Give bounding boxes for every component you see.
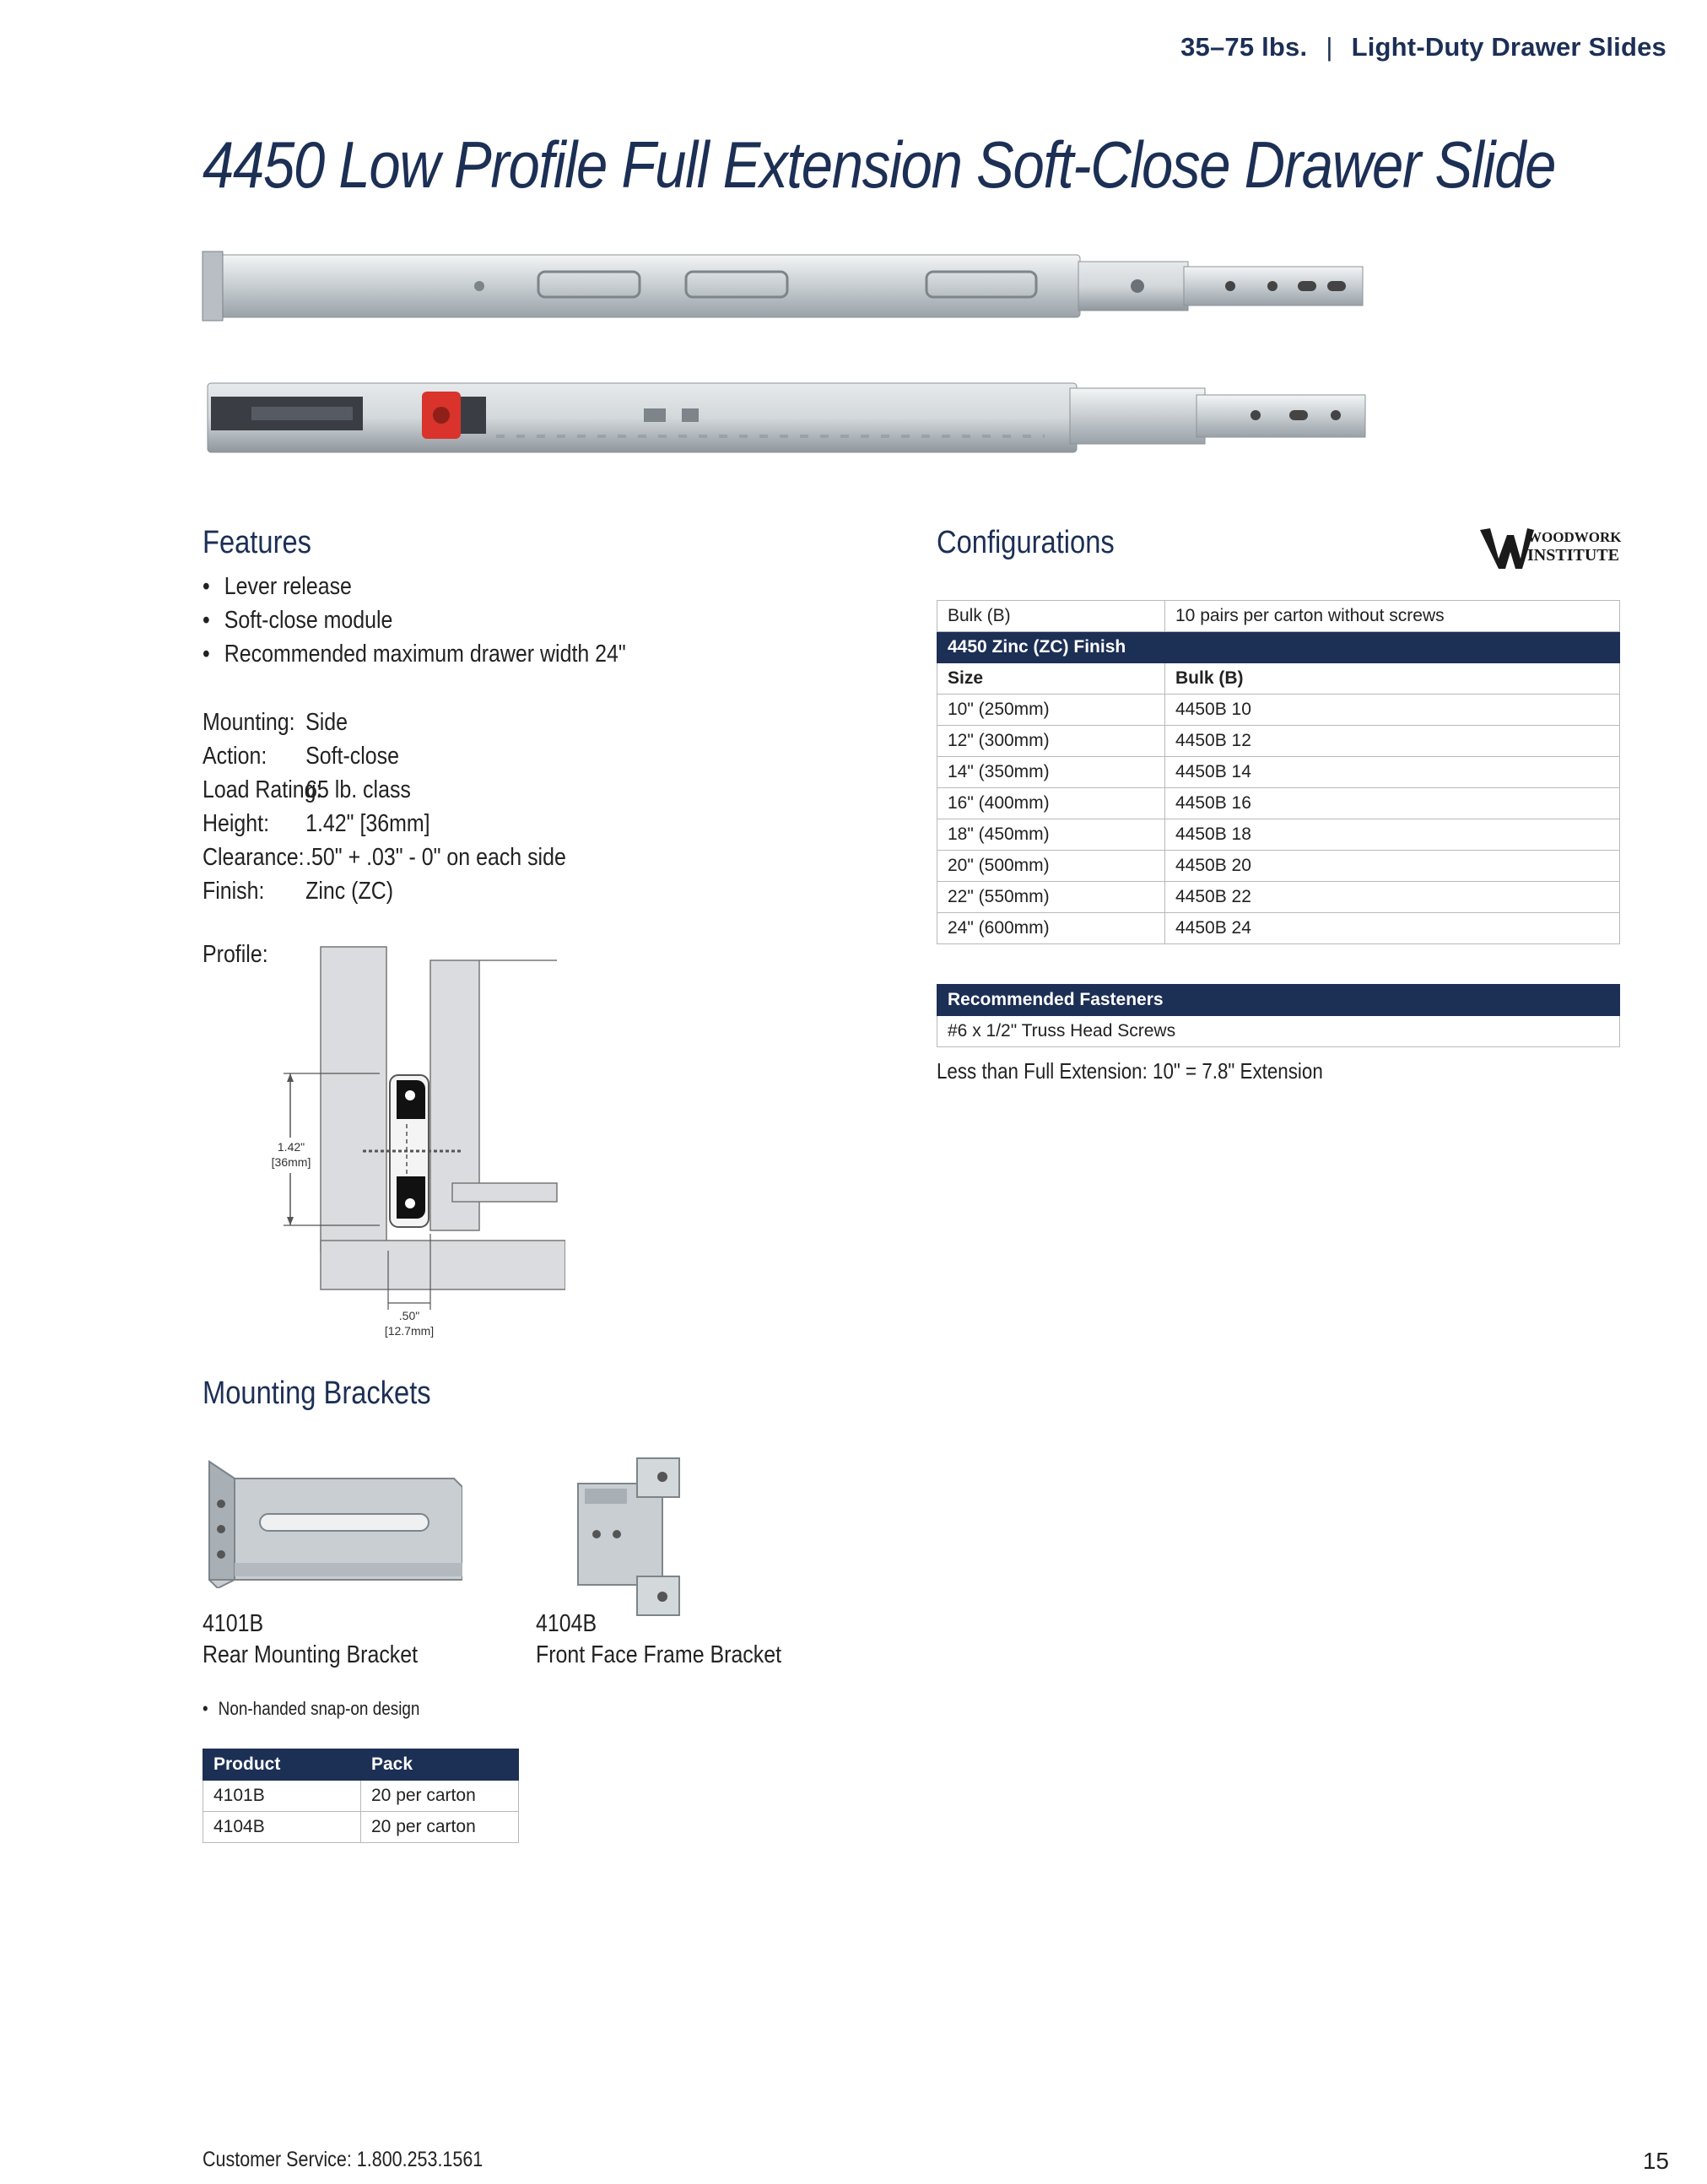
fasteners-table bbox=[937, 984, 1620, 1047]
table-row bbox=[203, 1781, 519, 1812]
spec-row bbox=[203, 705, 566, 739]
bracket-name: Front Face Frame Bracket bbox=[536, 1641, 782, 1668]
spec-label: Action: bbox=[203, 743, 267, 770]
page-number: 15 bbox=[1642, 2148, 1669, 2174]
height-dim-mm: [36mm] bbox=[271, 1155, 311, 1169]
bracket-code: 4101B bbox=[203, 1610, 264, 1637]
fasteners-header: Recommended Fasteners bbox=[937, 985, 1620, 1016]
clearance-dim-mm: [12.7mm] bbox=[384, 1324, 435, 1338]
part-cell: 4450B 12 bbox=[1165, 726, 1620, 757]
packaging-row bbox=[937, 601, 1620, 632]
size-cell: 24" (600mm) bbox=[937, 913, 1165, 944]
packaging-label: Bulk (B) bbox=[937, 601, 1165, 632]
pack-cell: 20 per carton bbox=[361, 1781, 519, 1812]
pack-cell: 20 per carton bbox=[361, 1812, 519, 1843]
spec-row bbox=[203, 874, 566, 908]
logo-line1: WOODWORK bbox=[1527, 529, 1622, 545]
spec-value: Soft-close bbox=[305, 743, 400, 770]
spec-label: Clearance: bbox=[203, 844, 305, 871]
part-cell: 4450B 18 bbox=[1165, 819, 1620, 851]
feature-item: • Lever release bbox=[203, 570, 626, 603]
mounting-brackets-heading: Mounting Brackets bbox=[203, 1376, 431, 1411]
part-cell: 4450B 20 bbox=[1165, 851, 1620, 882]
bracket-caption bbox=[536, 1608, 781, 1671]
page-header bbox=[1180, 32, 1666, 62]
spec-value: Side bbox=[305, 709, 348, 736]
col-header-size: Size bbox=[937, 663, 1165, 695]
table-row bbox=[937, 757, 1620, 788]
woodwork-institute-logo bbox=[1478, 522, 1623, 570]
part-cell: 4450B 16 bbox=[1165, 788, 1620, 819]
spec-row bbox=[203, 807, 566, 841]
finish-header-row bbox=[937, 632, 1620, 663]
features-list bbox=[203, 570, 626, 671]
size-cell: 14" (350mm) bbox=[937, 757, 1165, 788]
fasteners-header-row bbox=[937, 985, 1620, 1016]
less-than-full-extension-note: Less than Full Extension: 10" = 7.8" Extension bbox=[937, 1058, 1323, 1084]
part-cell: 4450B 10 bbox=[1165, 695, 1620, 726]
size-cell: 12" (300mm) bbox=[937, 726, 1165, 757]
bracket-note: • Non-handed snap-on design bbox=[203, 1698, 419, 1720]
table-row bbox=[937, 726, 1620, 757]
size-cell: 16" (400mm) bbox=[937, 788, 1165, 819]
size-cell: 10" (250mm) bbox=[937, 695, 1165, 726]
bracket-name: Rear Mounting Bracket bbox=[203, 1641, 419, 1668]
brackets-header-row bbox=[203, 1749, 519, 1781]
part-cell: 4450B 24 bbox=[1165, 913, 1620, 944]
spec-label: Finish: bbox=[203, 878, 265, 905]
spec-row bbox=[203, 773, 566, 807]
spec-row bbox=[203, 739, 566, 773]
category: Light-Duty Drawer Slides bbox=[1351, 32, 1666, 62]
clearance-dim-text: .50" bbox=[398, 1309, 420, 1322]
profile-label: Profile: bbox=[203, 941, 268, 968]
fasteners-value: #6 x 1/2" Truss Head Screws bbox=[937, 1016, 1620, 1047]
size-cell: 22" (550mm) bbox=[937, 882, 1165, 913]
fasteners-row bbox=[937, 1016, 1620, 1047]
customer-service: Customer Service: 1.800.253.1561 bbox=[203, 2148, 483, 2171]
rear-bracket-image bbox=[201, 1453, 462, 1588]
spec-value: .50" + .03" - 0" on each side bbox=[305, 844, 566, 871]
bracket-caption bbox=[203, 1608, 418, 1671]
spec-label: Mounting: bbox=[203, 709, 295, 736]
page-title: 4450 Low Profile Full Extension Soft-Close Drawer Slide bbox=[203, 127, 1556, 202]
configurations-heading: Configurations bbox=[937, 525, 1115, 560]
spec-value: Zinc (ZC) bbox=[305, 878, 394, 905]
finish-header: 4450 Zinc (ZC) Finish bbox=[937, 632, 1620, 663]
size-cell: 20" (500mm) bbox=[937, 851, 1165, 882]
table-row bbox=[203, 1812, 519, 1843]
configurations-table bbox=[937, 600, 1620, 944]
product-cell: 4101B bbox=[203, 1781, 361, 1812]
features-heading: Features bbox=[203, 525, 311, 560]
slide-top-view bbox=[203, 251, 1363, 321]
weight-range: 35–75 lbs. bbox=[1180, 32, 1308, 62]
table-row bbox=[937, 788, 1620, 819]
logo-line2: INSTITUTE bbox=[1527, 546, 1619, 565]
part-cell: 4450B 14 bbox=[1165, 757, 1620, 788]
col-header-bulk: Bulk (B) bbox=[1165, 663, 1620, 695]
brackets-table bbox=[203, 1749, 519, 1843]
slide-photo bbox=[201, 246, 1374, 466]
product-cell: 4104B bbox=[203, 1812, 361, 1843]
col-header-product: Product bbox=[203, 1749, 361, 1781]
table-row bbox=[937, 695, 1620, 726]
col-header-pack: Pack bbox=[361, 1749, 519, 1781]
feature-item: • Recommended maximum drawer width 24" bbox=[203, 637, 626, 671]
spec-value: 65 lb. class bbox=[305, 776, 411, 803]
spec-label: Height: bbox=[203, 810, 270, 837]
header-separator: | bbox=[1326, 32, 1333, 62]
height-dim-text: 1.42" bbox=[277, 1140, 305, 1154]
front-face-frame-bracket-image bbox=[570, 1450, 713, 1619]
spec-value: 1.42" [36mm] bbox=[305, 810, 430, 837]
table-row bbox=[937, 882, 1620, 913]
table-row bbox=[937, 913, 1620, 944]
profile-diagram bbox=[262, 938, 565, 1343]
size-cell: 18" (450mm) bbox=[937, 819, 1165, 851]
packaging-value: 10 pairs per carton without screws bbox=[1165, 601, 1620, 632]
part-cell: 4450B 22 bbox=[1165, 882, 1620, 913]
column-header-row bbox=[937, 663, 1620, 695]
feature-item: • Soft-close module bbox=[203, 603, 626, 637]
table-row bbox=[937, 851, 1620, 882]
spec-list bbox=[203, 705, 566, 908]
bracket-code: 4104B bbox=[536, 1610, 597, 1637]
spec-label: Load Rating: bbox=[203, 776, 322, 803]
spec-row bbox=[203, 841, 566, 874]
slide-bottom-view bbox=[208, 383, 1365, 452]
table-row bbox=[937, 819, 1620, 851]
